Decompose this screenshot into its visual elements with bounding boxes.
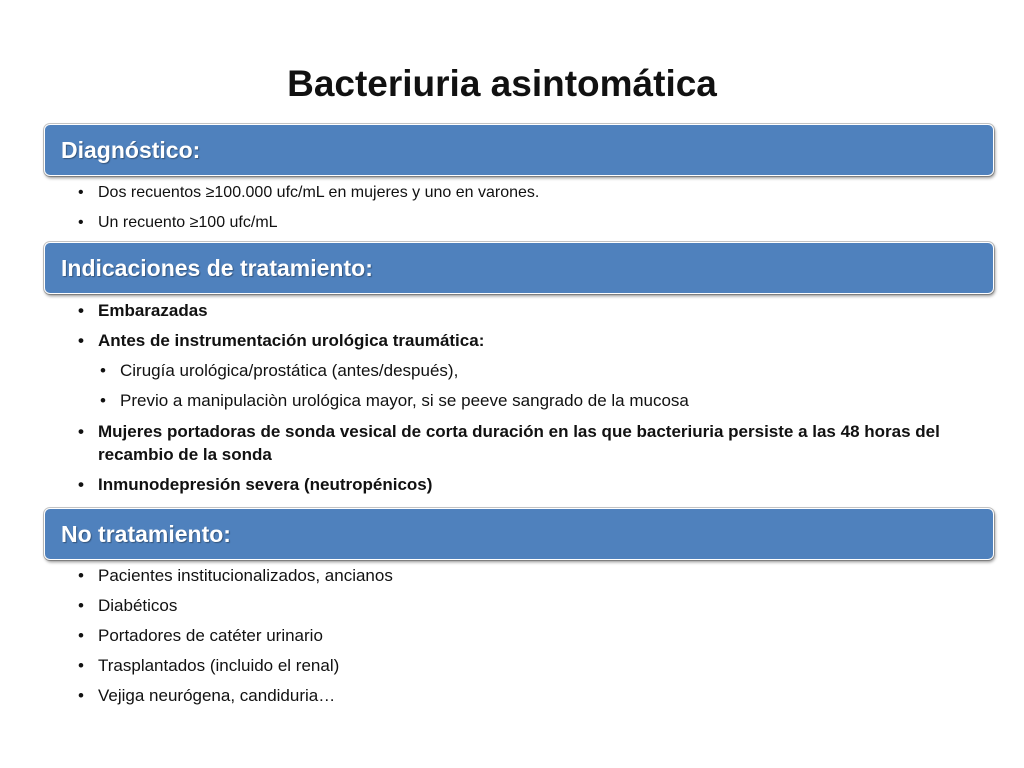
list-item: [78, 208, 998, 238]
bullet-icon: •: [78, 475, 84, 494]
bullet-icon: •: [78, 331, 84, 350]
bullet-icon: •: [78, 184, 84, 201]
list-item-text: Mujeres portadoras de sonda vesical de corta duración en las que bacteriuria persiste a las 48 horas del recambio de la sonda: [98, 422, 940, 464]
list-item-text: Cirugía urológica/prostática (antes/después),: [120, 361, 459, 380]
bullet-icon: •: [78, 214, 84, 231]
list-item-text: Portadores de catéter urinario: [98, 626, 323, 645]
list-item: [78, 470, 998, 500]
section-header-label: Indicaciones de tratamiento:: [61, 255, 373, 281]
list-item: [78, 621, 998, 651]
bullet-icon: •: [78, 566, 84, 585]
list-item-text: Trasplantados (incluido el renal): [98, 656, 340, 675]
section-header-no-tratamiento: [44, 508, 994, 560]
bullet-icon: •: [78, 596, 84, 615]
list-item-text: Vejiga neurógena, candiduria…: [98, 686, 336, 705]
list-item-text: Un recuento ≥100 ufc/mL: [98, 214, 278, 231]
sub-list-item: [100, 356, 998, 386]
bullet-icon: •: [78, 422, 84, 441]
no-tratamiento-list: [78, 561, 998, 711]
list-item: [78, 296, 998, 326]
list-item: [78, 326, 998, 356]
sub-list-item: [100, 386, 998, 416]
bullet-icon: •: [78, 686, 84, 705]
list-item-text: Inmunodepresión severa (neutropénicos): [98, 475, 433, 494]
diagnostico-list: [78, 178, 998, 238]
list-item: [78, 591, 998, 621]
bullet-icon: •: [78, 656, 84, 675]
list-item: [78, 651, 998, 681]
list-item-text: Diabéticos: [98, 596, 178, 615]
list-item-text: Dos recuentos ≥100.000 ufc/mL en mujeres y uno en varones.: [98, 184, 540, 201]
list-item-text: Previo a manipulaciòn urológica mayor, si se peeve sangrado de la mucosa: [120, 391, 689, 410]
bullet-icon: •: [78, 626, 84, 645]
section-header-label: Diagnóstico:: [61, 137, 201, 163]
slide-title: Bacteriuria asintomática: [287, 63, 717, 104]
bullet-icon: •: [100, 361, 106, 380]
bullet-icon: •: [78, 301, 84, 320]
list-item: [78, 178, 998, 208]
list-item: [78, 561, 998, 591]
section-header-label: No tratamiento:: [61, 521, 231, 547]
list-item-text: Pacientes institucionalizados, ancianos: [98, 566, 393, 585]
list-item: [78, 681, 998, 711]
section-header-diagnostico: [44, 124, 994, 176]
section-header-indicaciones: [44, 242, 994, 294]
list-item-text: Embarazadas: [98, 301, 208, 320]
bullet-icon: •: [100, 391, 106, 410]
list-item: [78, 416, 998, 470]
list-item-text: Antes de instrumentación urológica traumática:: [98, 331, 485, 350]
indicaciones-list: [78, 296, 998, 500]
